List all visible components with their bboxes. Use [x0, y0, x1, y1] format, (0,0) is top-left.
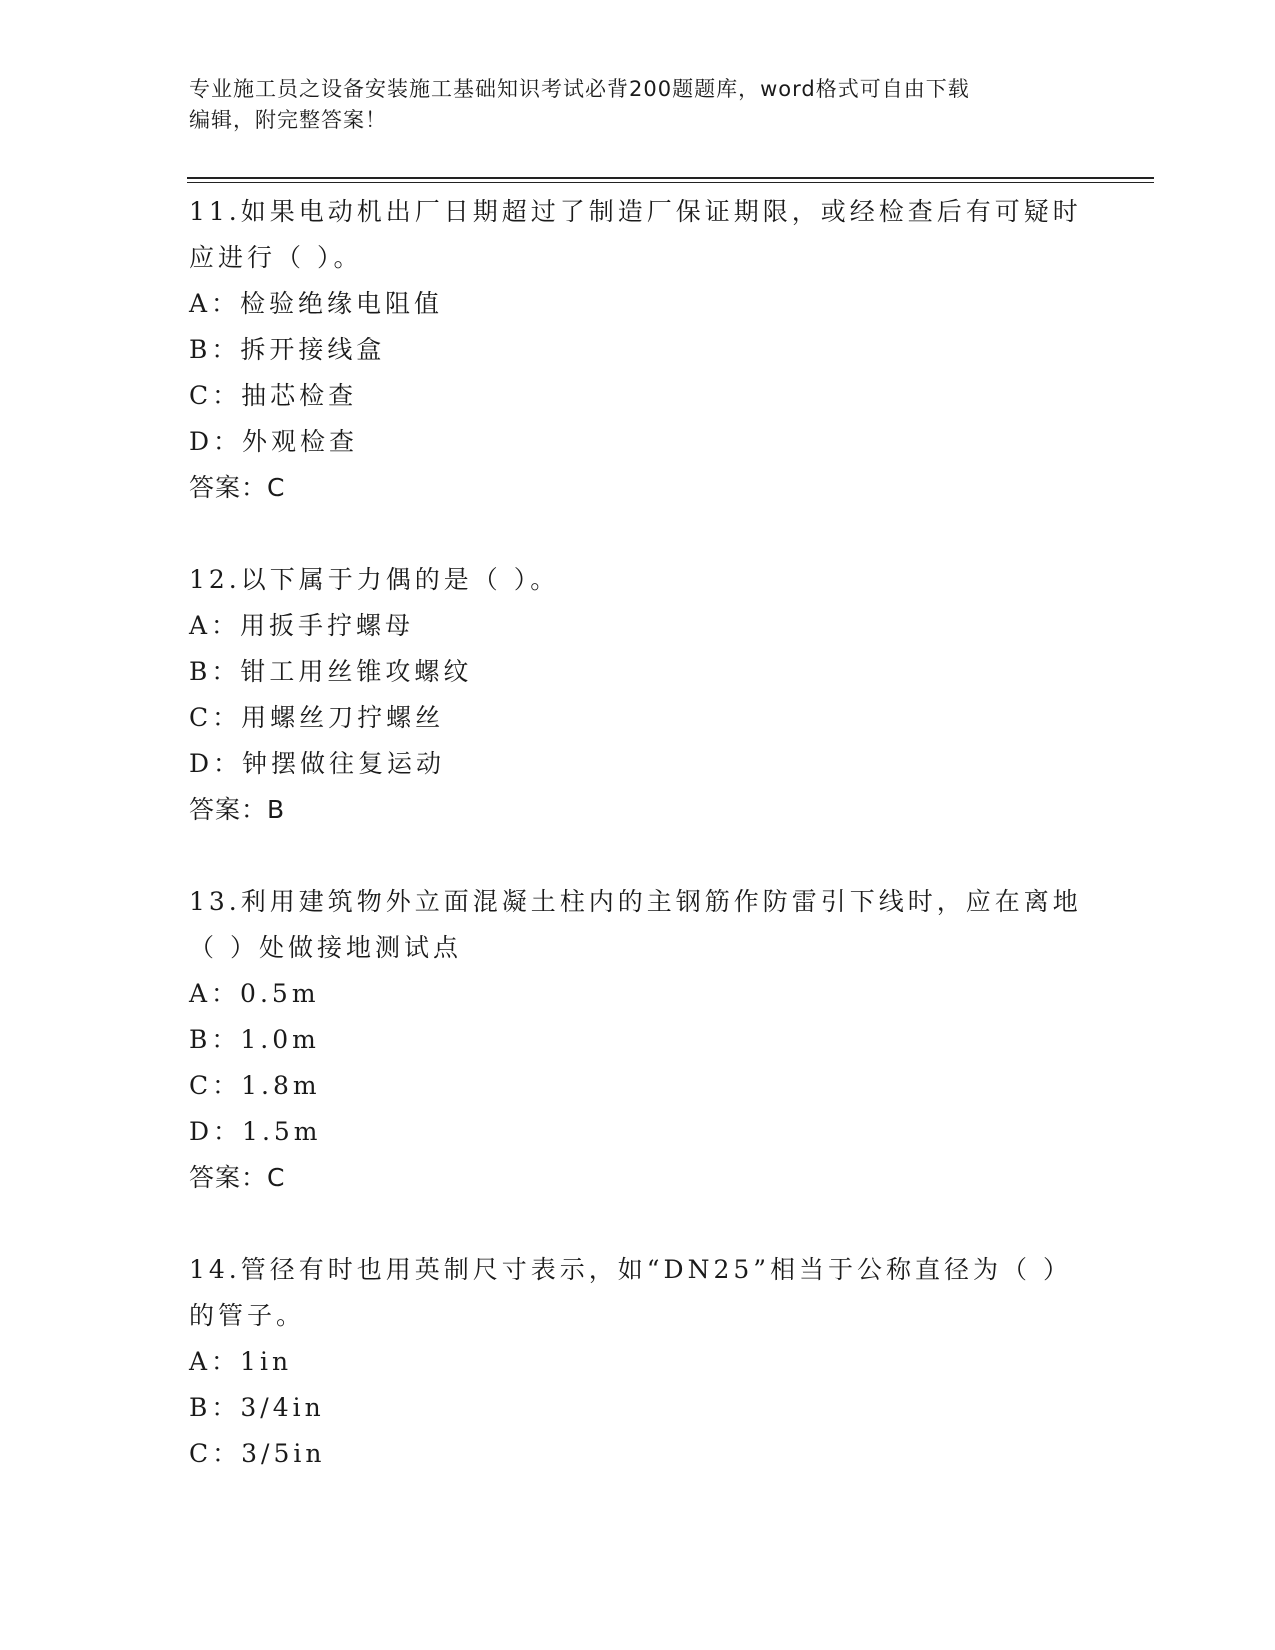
- document-header: [189, 74, 1069, 136]
- question-stem-line: 13.利用建筑物外立面混凝土柱内的主钢筋作防雷引下线时，应在离地: [189, 887, 1082, 916]
- option-b: B：拆开接线盒: [189, 335, 386, 364]
- header-line-1: 专业施工员之设备安装施工基础知识考试必背200题题库，word格式可自由下载: [189, 77, 970, 101]
- option-b: B：钳工用丝锥攻螺纹: [189, 657, 473, 686]
- question-stem-line: 应进行（ ）。: [189, 243, 363, 272]
- option-c: C：抽芯检查: [189, 381, 358, 410]
- option-d: D：1.5m: [189, 1117, 322, 1146]
- answer-line: 答案：B: [189, 795, 286, 824]
- option-a: A：检验绝缘电阻值: [189, 289, 444, 318]
- header-divider-thick: [187, 177, 1154, 179]
- option-a: A：0.5m: [189, 979, 320, 1008]
- question-11: [189, 189, 1089, 511]
- option-d: D：钟摆做往复运动: [189, 749, 446, 778]
- option-c: C：用螺丝刀拧螺丝: [189, 703, 445, 732]
- option-d: D：外观检查: [189, 427, 359, 456]
- question-14: [189, 1247, 1089, 1477]
- question-stem-line: 的管子。: [189, 1301, 306, 1330]
- option-c: C：1.8m: [189, 1071, 321, 1100]
- header-divider-thin: [187, 182, 1154, 183]
- question-13: [189, 879, 1089, 1201]
- option-c: C：3/5in: [189, 1439, 326, 1468]
- question-stem-line: 12.以下属于力偶的是（ ）。: [189, 565, 560, 594]
- question-list: [189, 189, 1089, 1523]
- answer-line: 答案：C: [189, 1163, 286, 1192]
- question-stem-line: 14.管径有时也用英制尺寸表示，如“DN25”相当于公称直径为（ ）: [189, 1255, 1072, 1284]
- question-stem-line: 11.如果电动机出厂日期超过了制造厂保证期限，或经检查后有可疑时: [189, 197, 1082, 226]
- option-a: A：用扳手拧螺母: [189, 611, 415, 640]
- option-a: A：1in: [189, 1347, 293, 1376]
- option-b: B：1.0m: [189, 1025, 320, 1054]
- question-12: [189, 557, 1089, 833]
- header-line-2: 编辑，附完整答案！: [189, 108, 387, 132]
- answer-line: 答案：C: [189, 473, 286, 502]
- question-stem-line: （ ）处做接地测试点: [189, 933, 462, 962]
- option-b: B：3/4in: [189, 1393, 325, 1422]
